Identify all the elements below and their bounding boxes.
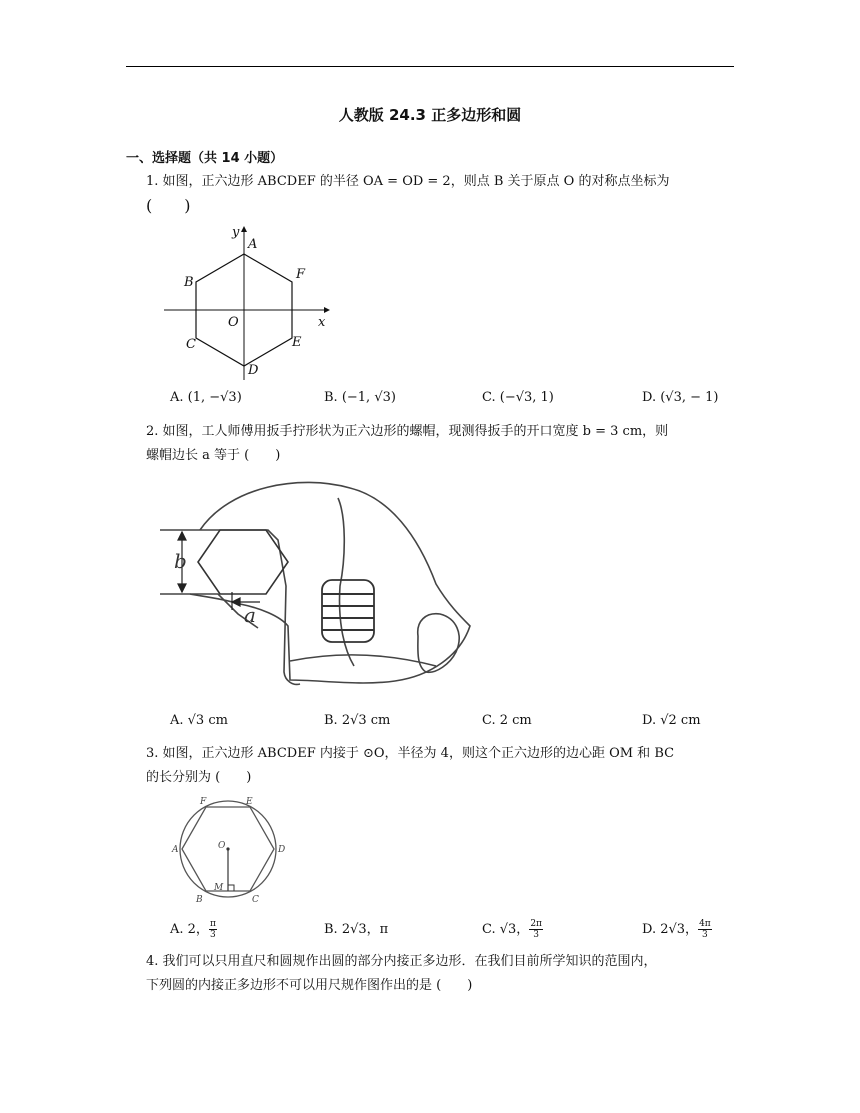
label-C: C: [186, 337, 196, 352]
q1-option-c[interactable]: C. (−√3, 1): [482, 390, 554, 405]
label-E: E: [292, 335, 302, 350]
q1-option-a[interactable]: A. (1, −√3): [170, 390, 242, 405]
question-1-line-1: 1. 如图，正六边形 ABCDEF 的半径 OA = OD = 2，则点 B 关于原点 O 的对称点坐标为: [146, 174, 670, 189]
q3-option-a-fraction: [209, 919, 217, 940]
q1-option-d[interactable]: D. (√3, − 1): [642, 390, 719, 405]
q2-option-a[interactable]: A. √3 cm: [170, 713, 228, 728]
question-2-line-1: 2. 如图，工人师傅用扳手拧形状为正六边形的螺帽，现测得扳手的开口宽度 b = 3 cm，则: [146, 424, 669, 439]
wrench-inner-curve: [338, 498, 354, 666]
q3-option-a[interactable]: [170, 918, 217, 940]
label-C: C: [252, 895, 259, 904]
question-4: [146, 950, 736, 998]
question-3-figure: [166, 794, 296, 904]
question-1-figure: [160, 224, 335, 382]
x-axis-arrow: [324, 307, 330, 313]
q3-option-c-denominator: 3: [533, 930, 539, 940]
q3-option-a-numerator: π: [209, 919, 216, 929]
label-B: B: [196, 895, 203, 904]
label-F: F: [296, 267, 306, 282]
wrench-outline: [190, 482, 470, 683]
label-y: y: [232, 225, 240, 240]
question-2-wrench-figure: [160, 476, 480, 691]
question-2-line-2: 螺帽边长 a 等于 ( ): [146, 448, 281, 463]
q2-option-c[interactable]: C. 2 cm: [482, 713, 532, 728]
question-2: [146, 420, 736, 468]
question-1-line-2: ( ): [146, 196, 191, 215]
question-1: [146, 170, 736, 218]
label-A: A: [248, 237, 258, 252]
label-M: M: [214, 883, 224, 893]
a-arrow: [232, 598, 240, 606]
label-x: x: [318, 315, 326, 330]
section-heading: 一、选择题（共 14 小题）: [126, 151, 284, 166]
question-4-line-1: 4. 我们可以只用直尺和圆规作出圆的部分内接正多边形．在我们目前所学知识的范围内，: [146, 954, 657, 969]
question-4-line-2: 下列圆的内接正多边形不可以用尺规作图作出的是 ( ): [146, 978, 473, 993]
page-title: 人教版 24.3 正多边形和圆: [338, 106, 522, 124]
b-arrow-top: [178, 532, 186, 540]
y-axis-arrow: [241, 226, 247, 232]
label-E: E: [246, 797, 253, 807]
question-3-line-2: 的长分别为 ( ): [146, 770, 252, 785]
q3-option-d[interactable]: [642, 918, 712, 940]
question-3: [146, 742, 736, 790]
q3-option-d-fraction: [698, 919, 712, 940]
label-a: a: [244, 603, 256, 627]
q1-option-b[interactable]: B. (−1, √3): [324, 390, 396, 405]
label-D: D: [278, 845, 286, 855]
label-O: O: [218, 841, 226, 851]
label-F: F: [200, 797, 207, 807]
hex-nut: [198, 530, 288, 594]
label-O: O: [228, 315, 239, 330]
right-angle-mark: [228, 885, 234, 891]
q2-option-d[interactable]: D. √2 cm: [642, 713, 701, 728]
q3-option-a-denominator: 3: [210, 930, 216, 940]
center-point: [226, 847, 229, 850]
q3-option-c-text: C. √3，: [482, 922, 530, 937]
header-rule: [126, 66, 734, 67]
q3-option-c-numerator: 2π: [530, 919, 542, 929]
q3-option-d-denominator: 3: [702, 930, 708, 940]
adjusting-screw: [322, 580, 374, 642]
q3-option-c-fraction: [529, 919, 543, 940]
q3-option-b[interactable]: [324, 918, 388, 937]
q3-option-d-text: D. 2√3，: [642, 922, 699, 937]
label-B: B: [184, 275, 194, 290]
label-A: A: [172, 845, 179, 855]
q2-option-b[interactable]: B. 2√3 cm: [324, 713, 391, 728]
q3-option-c[interactable]: [482, 918, 543, 940]
q3-option-b-text: B. 2√3，π: [324, 922, 389, 937]
label-D: D: [248, 363, 259, 378]
wrench-handle-line: [290, 655, 436, 666]
label-b: b: [174, 549, 187, 573]
b-arrow-bottom: [178, 584, 186, 592]
q3-option-a-text: A. 2，: [170, 922, 209, 937]
q3-option-d-numerator: 4π: [699, 919, 711, 929]
question-3-line-1: 3. 如图，正六边形 ABCDEF 内接于 ⊙O，半径为 4，则这个正六边形的边心距 OM 和 BC: [146, 746, 675, 761]
